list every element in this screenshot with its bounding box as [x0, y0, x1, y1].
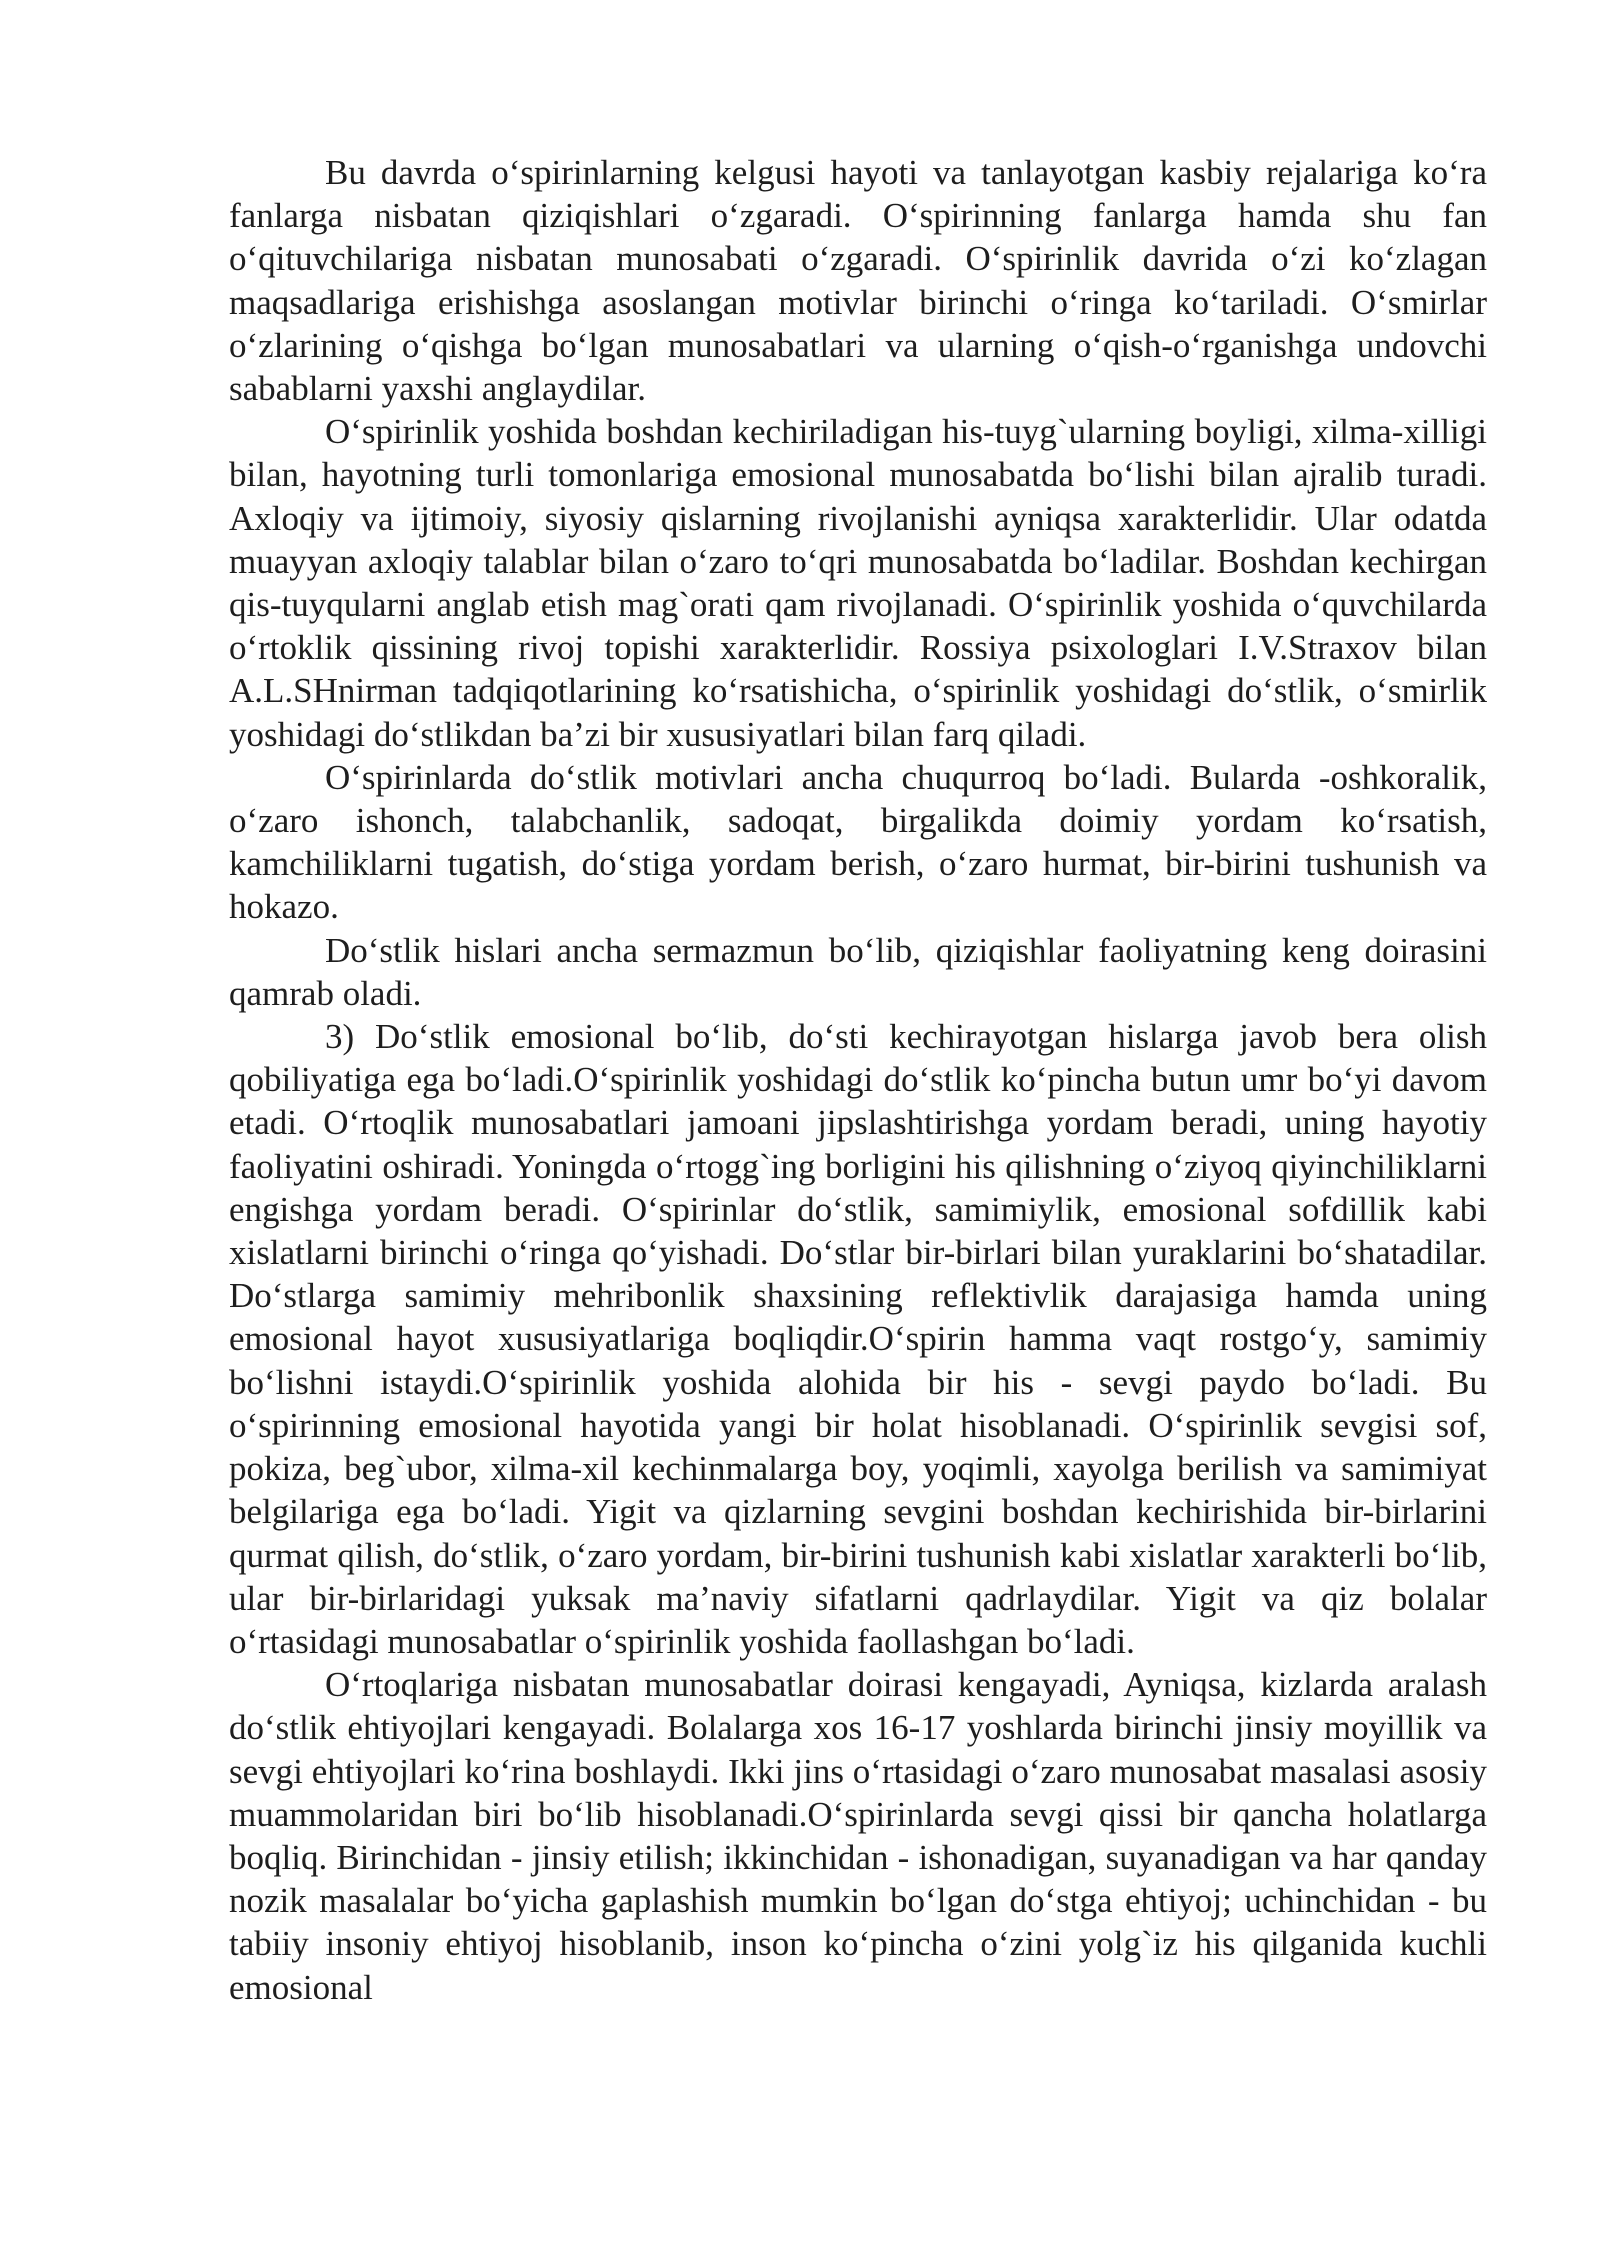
document-page	[229, 151, 1487, 2009]
paragraph-4: Do‘stlik hislari ancha sermazmun bo‘lib, qiziqishlar faoliyatning keng doirasini qamrab oladi.	[229, 930, 1487, 1013]
paragraph-5: 3) Do‘stlik emosional bo‘lib, do‘sti kechirayotgan hislarga javob bera olish qobiliyatiga ega bo‘ladi.O‘spirinlik yoshidagi do‘stlik ko‘pincha butun umr bo‘yi davom etadi. O‘rtoqlik munosabatlari jamoani jipslashtirishga yordam beradi, uning hayotiy faoliyatini oshiradi. Yoningda o‘rtogg`ing borligini his qilishning o‘ziyoq qiyinchiliklarni engishga yordam beradi. O‘spirinlar do‘stlik, samimiylik, emosional sofdillik kabi xislatlarni birinchi o‘ringa qo‘yishadi. Do‘stlar bir-birlari bilan yuraklarini bo‘shatadilar. Do‘stlarga samimiy mehribonlik shaxsining reflektivlik darajasiga hamda uning emosional hayot xususiyatlariga boqliqdir.O‘spirin hamma vaqt rostgo‘y, samimiy bo‘lishni istaydi.O‘spirinlik yoshida alohida bir his - sevgi paydo bo‘ladi. Bu o‘spirinning emosional hayotida yangi bir holat hisoblanadi. O‘spirinlik sevgisi sof, pokiza, beg`ubor, xilma-xil kechinmalarga boy, yoqimli, xayolga berilish va samimiyat belgilariga ega bo‘ladi. Yigit va qizlarning sevgini boshdan kechirishida bir-birlarini qurmat qilish, do‘stlik, o‘zaro yordam, bir-birini tushunish kabi xislatlar xarakterli bo‘lib, ular bir-birlaridagi yuksak ma’naviy sifatlarni qadrlaydilar. Yigit va qiz bolalar o‘rtasidagi munosabatlar o‘spirinlik yoshida faollashgan bo‘ladi.	[229, 1017, 1487, 1661]
paragraph-1: Bu davrda o‘spirinlarning kelgusi hayoti va tanlayotgan kasbiy rejalariga ko‘ra fanlarga nisbatan qiziqishlari o‘zgaradi. O‘spirinning fanlarga hamda shu fan o‘qituvchilariga nisbatan munosabati o‘zgaradi. O‘spirinlik davrida o‘zi ko‘zlagan maqsadlariga erishishga asoslangan motivlar birinchi o‘ringa ko‘tariladi. O‘smirlar o‘zlarining o‘qishga bo‘lgan munosabatlari va ularning o‘qish-o‘rganishga undovchi sabablarni yaxshi anglaydilar.	[229, 153, 1487, 409]
paragraph-2: O‘spirinlik yoshida boshdan kechiriladigan his-tuyg`ularning boyligi, xilma-xilligi bilan, hayotning turli tomonlariga emosional munosabatda bo‘lishi bilan ajralib turadi. Axloqiy va ijtimoiy, siyosiy qislarning rivojlanishi ayniqsa xarakterlidir. Ular odatda muayyan axloqiy talablar bilan o‘zaro to‘qri munosabatda bo‘ladilar. Boshdan kechirgan qis-tuyqularni anglab etish mag`orati qam rivojlanadi. O‘spirinlik yoshida o‘quvchilarda o‘rtoklik qissining rivoj topishi xarakterlidir. Rossiya psixologlari I.V.Straxov bilan A.L.SHnirman tadqiqotlarining ko‘rsatishicha, o‘spirinlik yoshidagi do‘stlik, o‘smirlik yoshidagi do‘stlikdan ba’zi bir xususiyatlari bilan farq qiladi.	[229, 412, 1487, 754]
paragraph-6: O‘rtoqlariga nisbatan munosabatlar doirasi kengayadi, Ayniqsa, kizlarda aralash do‘stlik ehtiyojlari kengayadi. Bolalarga xos 16-17 yoshlarda birinchi jinsiy moyillik va sevgi ehtiyojlari ko‘rina boshlaydi. Ikki jins o‘rtasidagi o‘zaro munosabat masalasi asosiy muammolaridan biri bo‘lib hisoblanadi.O‘spirinlarda sevgi qissi bir qancha holatlarga boqliq. Birinchidan - jinsiy etilish; ikkinchidan - ishonadigan, suyanadigan va har qanday nozik masalalar bo‘yicha gaplashish mumkin bo‘lgan do‘stga ehtiyoj; uchinchidan - bu tabiiy insoniy ehtiyoj hisoblanib, inson ko‘pincha o‘zini yolg`iz his qilganida kuchli emosional	[229, 1665, 1487, 2007]
paragraph-3: O‘spirinlarda do‘stlik motivlari ancha chuqurroq bo‘ladi. Bularda -oshkoralik, o‘zaro ishonch, talabchanlik, sadoqat, birgalikda doimiy yordam ko‘rsatish, kamchiliklarni tugatish, do‘stiga yordam berish, o‘zaro hurmat, bir-birini tushunish va hokazo.	[229, 757, 1487, 927]
